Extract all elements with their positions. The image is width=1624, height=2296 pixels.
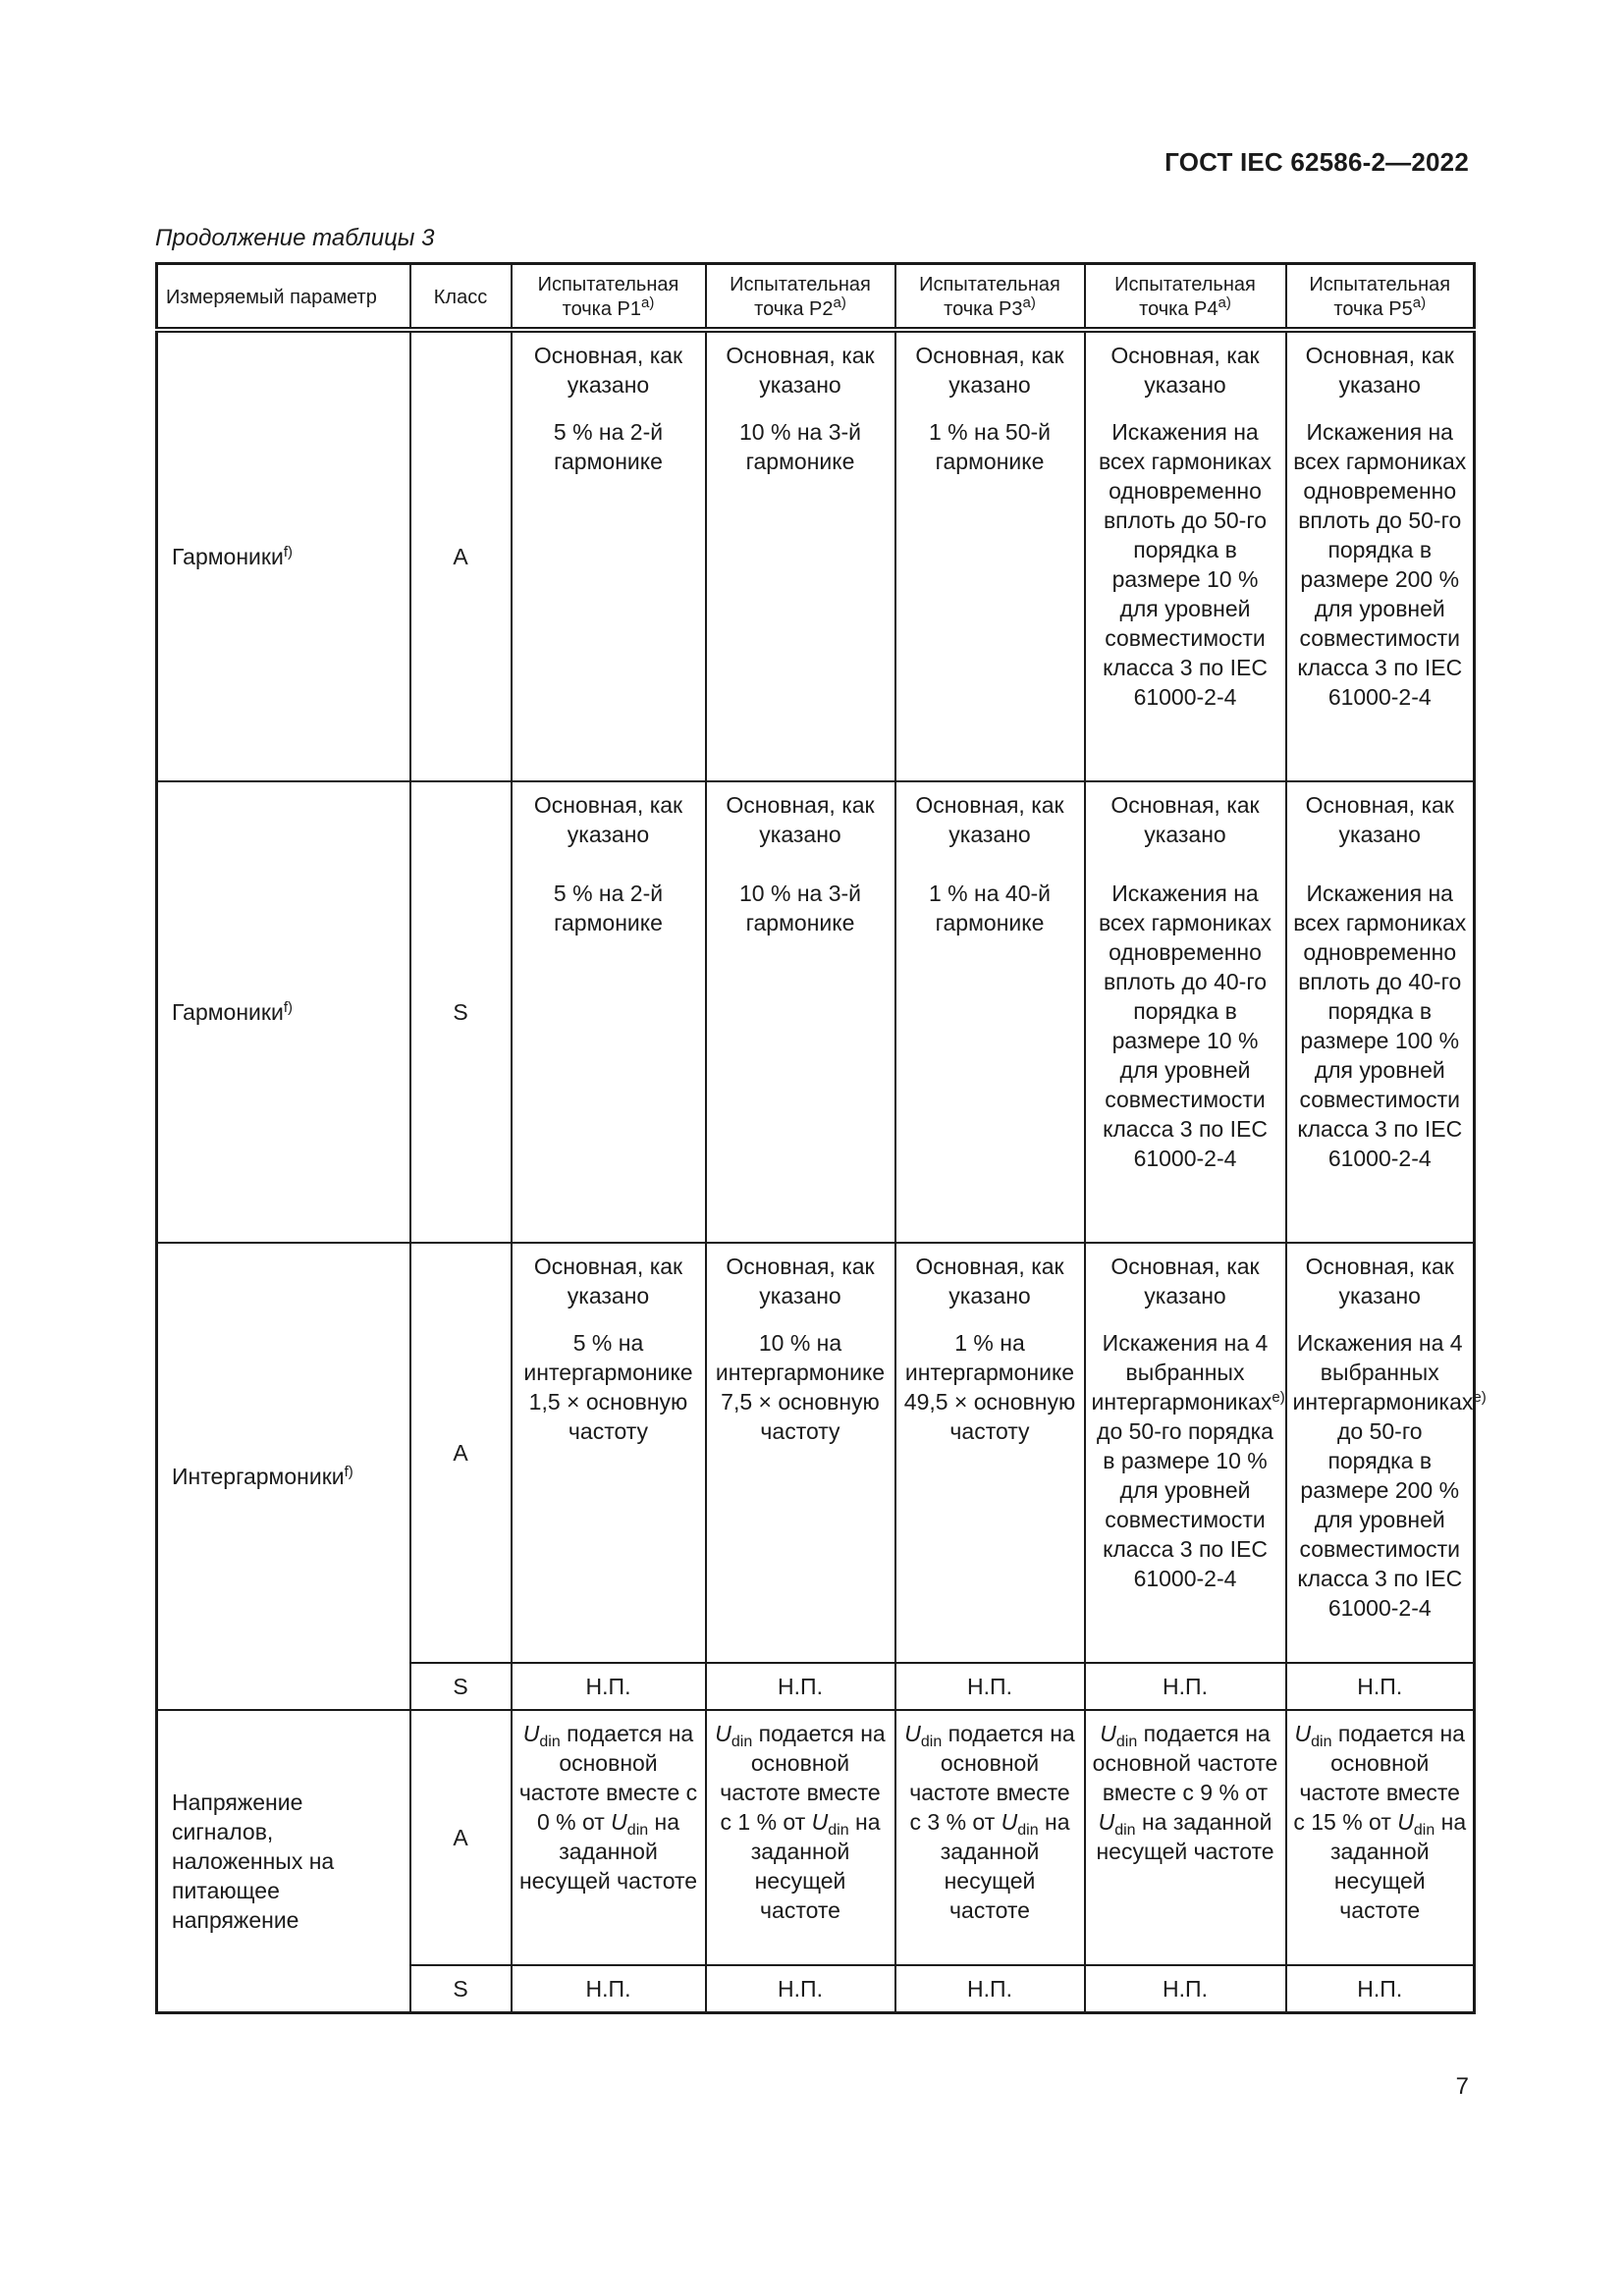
param-harmonics-s: Гармоники$^{f)}$ (157, 781, 410, 1243)
cell-p2: Н.П. (706, 1965, 895, 2013)
header-p2: Испытательная точка P2$^{a)}$ (706, 264, 895, 331)
cell-p4: Основная, как указано Искажения на 4 выбранных интергармониках$^{e)}$ до 50-го порядка в размере 10 % для уровней совместимости класса 3 по IEC 61000-2-4 (1085, 1243, 1286, 1663)
header-p1: Испытательная точка P1$^{a)}$ (512, 264, 706, 331)
table-row (157, 1243, 1475, 1663)
header-p4: Испытательная точка P4$^{a)}$ (1085, 264, 1286, 331)
document-code: ГОСТ IEC 62586-2—2022 (1164, 147, 1469, 177)
cell-p5: Н.П. (1286, 1965, 1475, 2013)
cell-p4: Н.П. (1085, 1965, 1286, 2013)
cell-p2: Основная, как указано 10 % на 3-й гармонике (706, 330, 895, 781)
cell-p3: Основная, как указано 1 % на 40-й гармонике (895, 781, 1085, 1243)
cell-p2: Основная, как указано 10 % на интергармонике 7,5 × основную частоту (706, 1243, 895, 1663)
table-row (157, 330, 1475, 781)
param-harmonics-a: Гармоники$^{f)}$ (157, 330, 410, 781)
header-p5: Испытательная точка P5$^{a)}$ (1286, 264, 1475, 331)
cell-p3: Основная, как указано 1 % на интергармонике 49,5 × основную частоту (895, 1243, 1085, 1663)
class-cell: A (410, 330, 512, 781)
class-cell: S (410, 1663, 512, 1710)
cell-p4: Основная, как указано Искажения на всех гармониках одновременно вплоть до 50-го порядка в размере 10 % для уровней совместимости класса 3 по IEC 61000-2-4 (1085, 330, 1286, 781)
header-class: Класс (410, 264, 512, 331)
cell-p4: Основная, как указано Искажения на всех гармониках одновременно вплоть до 40-го порядка в размере 10 % для уровней совместимости класса 3 по IEC 61000-2-4 (1085, 781, 1286, 1243)
cell-p2: Основная, как указано 10 % на 3-й гармонике (706, 781, 895, 1243)
cell-p5: $U_{din}$ подается на основной частоте вместе с 15 % от $U_{din}$ на заданной несущей частоте (1286, 1710, 1475, 1965)
cell-p1: Основная, как указано 5 % на 2-й гармонике (512, 781, 706, 1243)
cell-p5: Н.П. (1286, 1663, 1475, 1710)
table-caption: Продолжение таблицы 3 (155, 225, 435, 251)
cell-p3: Н.П. (895, 1965, 1085, 2013)
cell-p5: Основная, как указано Искажения на 4 выбранных интергармониках$^{e)}$ до 50-го порядка в размере 200 % для уровней совместимости класса 3 по IEC 61000-2-4 (1286, 1243, 1475, 1663)
cell-p4: Н.П. (1085, 1663, 1286, 1710)
cell-p3: Н.П. (895, 1663, 1085, 1710)
cell-p3: $U_{din}$ подается на основной частоте вместе с 3 % от $U_{din}$ на заданной несущей частоте (895, 1710, 1085, 1965)
param-interharmonics: Интергармоники$^{f)}$ (157, 1243, 410, 1710)
class-cell: A (410, 1243, 512, 1663)
cell-p1: Н.П. (512, 1965, 706, 2013)
table-header-row (157, 264, 1475, 331)
page-number: 7 (1455, 2073, 1469, 2100)
table-row (157, 1710, 1475, 1965)
header-p3: Испытательная точка P3$^{a)}$ (895, 264, 1085, 331)
table-row (157, 781, 1475, 1243)
cell-p3: Основная, как указано 1 % на 50-й гармонике (895, 330, 1085, 781)
cell-p2: $U_{din}$ подается на основной частоте вместе с 1 % от $U_{din}$ на заданной несущей частоте (706, 1710, 895, 1965)
cell-p5: Основная, как указано Искажения на всех гармониках одновременно вплоть до 50-го порядка в размере 200 % для уровней совместимости класса 3 по IEC 61000-2-4 (1286, 330, 1475, 781)
cell-p1: $U_{din}$ подается на основной частоте вместе с 0 % от $U_{din}$ на заданной несущей частоте (512, 1710, 706, 1965)
cell-p2: Н.П. (706, 1663, 895, 1710)
class-cell: S (410, 781, 512, 1243)
cell-p1: Основная, как указано 5 % на 2-й гармонике (512, 330, 706, 781)
cell-p5: Основная, как указано Искажения на всех гармониках одновременно вплоть до 40-го порядка в размере 100 % для уровней совместимости класса 3 по IEC 61000-2-4 (1286, 781, 1475, 1243)
cell-p1: Основная, как указано 5 % на интергармонике 1,5 × основную частоту (512, 1243, 706, 1663)
class-cell: A (410, 1710, 512, 1965)
cell-p1: Н.П. (512, 1663, 706, 1710)
test-points-table (155, 262, 1487, 2014)
class-cell: S (410, 1965, 512, 2013)
param-signal-voltages: Напряжение сигналов, наложенных на питающее напряжение (157, 1710, 410, 2013)
header-parameter: Измеряемый параметр (157, 264, 410, 331)
cell-p4: $U_{din}$ подается на основной частоте вместе с 9 % от $U_{din}$ на заданной несущей частоте (1085, 1710, 1286, 1965)
